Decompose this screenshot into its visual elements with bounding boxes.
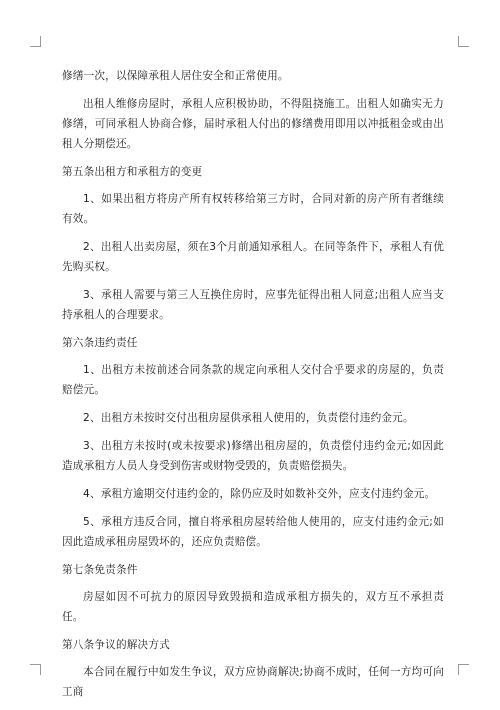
- crop-mark-top-left: [30, 36, 41, 47]
- document-body: [62, 66, 444, 710]
- paragraph-article-5-item-3: 3、承租人需要与第三人互换住房时，应事先征得出租人同意;出租人应当支持承租人的合理要求。: [62, 289, 444, 321]
- paragraph-article-5-item-2: 2、出租人出卖房屋，须在3个月前通知承租人。在同等条件下，承租人有优先购买权。: [62, 241, 444, 273]
- heading-article-8: 第八条争议的解决方式: [62, 639, 170, 651]
- crop-mark-bottom-right: [458, 664, 469, 675]
- paragraph-article-6-item-5: 5、承租方违反合同，擅自将承租房屋转给他人使用的，应支付违约金元;如因此造成承租房屋毁坏的，还应负责赔偿。: [62, 516, 444, 548]
- paragraph-article-8-body: 本合同在履行中如发生争议，双方应协商解决;协商不成时，任何一方均可向工商: [62, 666, 444, 698]
- paragraph-repair-cooperation: 出租人维修房屋时，承租人应积极协助，不得阻挠施工。出租人如确实无力修缮，可同承租人协商合修，届时承租人付出的修缮费用即用以冲抵租金或由出租人分期偿还。: [62, 98, 444, 150]
- paragraph-article-5-item-1: 1、如果出租方将房产所有权转移给第三方时，合同对新的房产所有者继续有效。: [62, 193, 444, 225]
- paragraph-article-6-item-3: 3、出租方未按时(或未按要求)修缮出租房屋的，负责偿付违约金元;如因此造成承租方人员人身受到伤害或财物受毁的，负责赔偿损失。: [62, 440, 444, 472]
- heading-article-6: 第六条违约责任: [62, 337, 138, 349]
- heading-article-5: 第五条出租方和承租方的变更: [62, 166, 203, 178]
- crop-mark-top-right: [458, 36, 469, 47]
- paragraph-article-6-item-2: 2、出租方未按时交付出租房屋供承租人使用的，负责偿付违约金元。: [83, 412, 414, 424]
- paragraph-repair-continuation: 修缮一次，以保障承租人居住安全和正常使用。: [62, 70, 289, 82]
- crop-mark-bottom-left: [30, 664, 41, 675]
- paragraph-article-6-item-4: 4、承租方逾期交付违约金的，除仍应及时如数补交外，应支付违约金元。: [83, 488, 436, 500]
- paragraph-article-6-item-1: 1、出租方未按前述合同条款的规定向承租人交付合乎要求的房屋的，负责赔偿元。: [62, 364, 444, 396]
- heading-article-7: 第七条免责条件: [62, 564, 138, 576]
- paragraph-article-7-body: 房屋如因不可抗力的原因导致毁损和造成承租方损失的，双方互不承担责任。: [62, 591, 444, 623]
